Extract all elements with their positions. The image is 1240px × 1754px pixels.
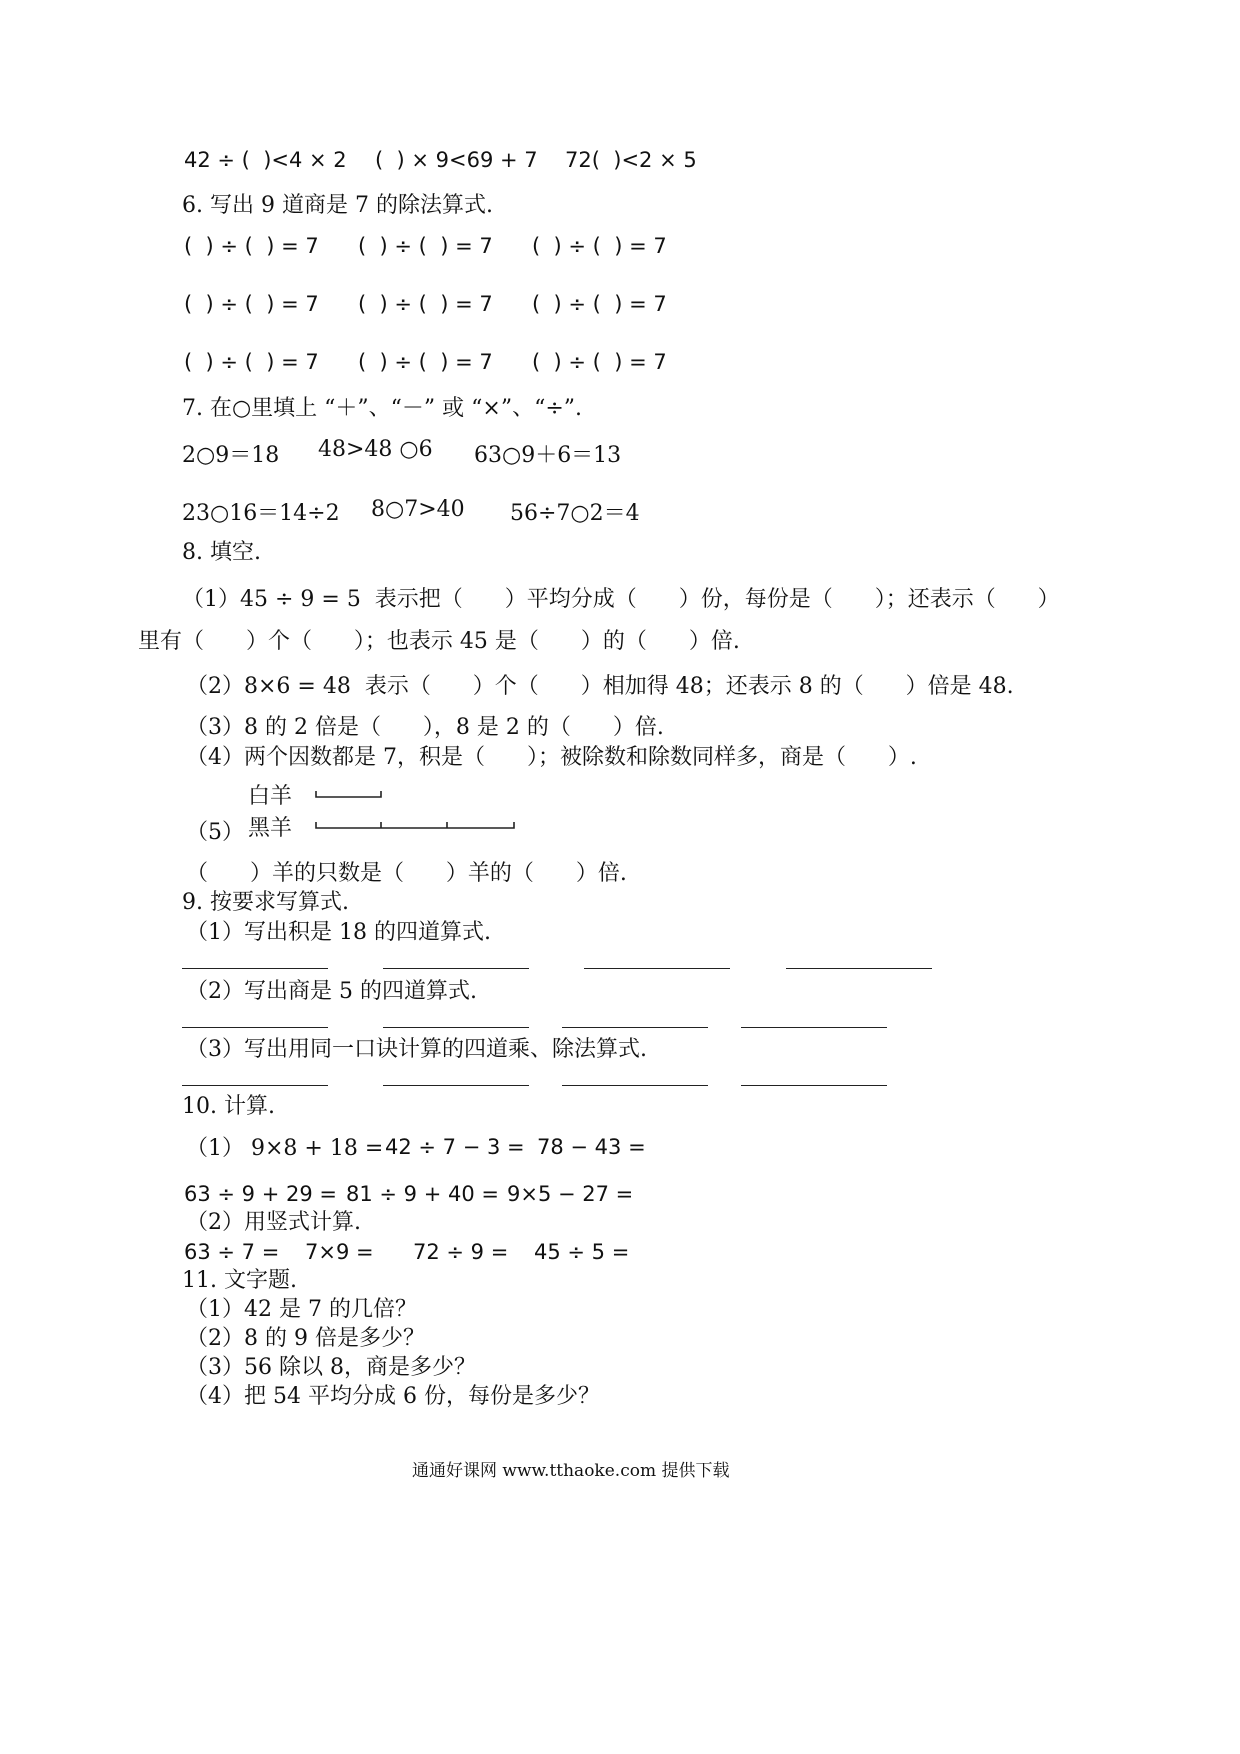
q10-calc-2: 42 ÷ 7 − 3 = [385, 1135, 525, 1159]
q8-part3: （3）8 的 2 倍是（ ），8 是 2 的（ ）倍. [186, 715, 664, 740]
q9-sub2: （2）写出商是 5 的四道算式. [186, 979, 477, 1004]
answer-line [383, 1085, 529, 1086]
q6-blank-4: ( ) ÷ ( ) = 7 [184, 292, 319, 316]
q8-part1-line1: （1）45 ÷ 9 = 5 表示把（ ）平均分成（ ）份，每份是（ ）；还表示（ ） [182, 587, 1060, 612]
q8-part5-label: （5） [186, 820, 244, 845]
answer-line [383, 1027, 529, 1028]
q10-vertical-1: 63 ÷ 7 = [184, 1240, 280, 1264]
q8-title: 8. 填空. [182, 540, 261, 565]
q11-item-3: （3）56 除以 8，商是多少？ [186, 1355, 476, 1380]
answer-line [182, 1085, 328, 1086]
q8-part2: （2）8×6 = 48 表示（ ）个（ ）相加得 48；还表示 8 的（ ）倍是 48. [186, 674, 1014, 699]
q11-title: 11. 文字题. [182, 1268, 297, 1293]
q11-item-2: （2）8 的 9 倍是多少？ [186, 1326, 425, 1351]
q10-calc-6: 9×5 − 27 = [507, 1182, 634, 1206]
q6-blank-9: ( ) ÷ ( ) = 7 [532, 350, 667, 374]
q10-calc-3: 78 − 43 = [537, 1135, 646, 1159]
answer-line [562, 1085, 708, 1086]
q7-item-2: 48>48 ○6 [318, 437, 433, 462]
answer-line [741, 1027, 887, 1028]
answer-line [182, 1027, 328, 1028]
q10-sub2: （2）用竖式计算. [186, 1210, 361, 1235]
q7-item-3: 63○9＋6＝13 [474, 443, 622, 468]
q7-item-4: 23○16＝14÷2 [182, 501, 340, 526]
q6-blank-5: ( ) ÷ ( ) = 7 [358, 292, 493, 316]
q7-item-5: 8○7>40 [371, 497, 465, 522]
white-sheep-label: 白羊 [248, 784, 293, 809]
answer-line [786, 968, 932, 969]
q11-item-4: （4）把 54 平均分成 6 份，每份是多少？ [186, 1384, 600, 1409]
q8-part5-question: （ ）羊的只数是（ ）羊的（ ）倍. [186, 861, 627, 886]
q8-part4: （4）两个因数都是 7，积是（ ）；被除数和除数同样多，商是（ ）. [186, 745, 917, 770]
answer-line [584, 968, 730, 969]
answer-line [182, 968, 328, 969]
q6-blank-6: ( ) ÷ ( ) = 7 [532, 292, 667, 316]
answer-line [383, 968, 529, 969]
footer-source: 通通好课网 www.tthaoke.com 提供下载 [412, 1461, 730, 1481]
black-sheep-bar [316, 822, 514, 828]
q6-title: 6. 写出 9 道商是 7 的除法算式. [182, 193, 493, 218]
answer-line [562, 1027, 708, 1028]
q6-blank-1: ( ) ÷ ( ) = 7 [184, 234, 319, 258]
q10-calc-5: 81 ÷ 9 + 40 = [346, 1182, 499, 1206]
compare-item-3: 72( )<2 × 5 [565, 148, 697, 172]
q10-vertical-4: 45 ÷ 5 = [534, 1240, 630, 1264]
q6-blank-2: ( ) ÷ ( ) = 7 [358, 234, 493, 258]
compare-item-1: 42 ÷ ( )<4 × 2 [184, 148, 347, 172]
q7-item-1: 2○9＝18 [182, 443, 280, 468]
q11-item-1: （1）42 是 7 的几倍？ [186, 1297, 417, 1322]
q10-vertical-2: 7×9 = [305, 1240, 374, 1264]
white-sheep-bar [316, 791, 381, 797]
black-sheep-label: 黑羊 [248, 816, 293, 841]
q10-calc-1: （1） 9×8 + 18 = [186, 1136, 384, 1161]
q10-vertical-3: 72 ÷ 9 = [413, 1240, 509, 1264]
q10-title: 10. 计算. [182, 1094, 275, 1119]
q6-blank-8: ( ) ÷ ( ) = 7 [358, 350, 493, 374]
q8-part1-line2: 里有（ ）个（ ）；也表示 45 是（ ）的（ ）倍. [138, 629, 740, 654]
q6-blank-7: ( ) ÷ ( ) = 7 [184, 350, 319, 374]
q9-sub3: （3）写出用同一口诀计算的四道乘、除法算式. [186, 1037, 647, 1062]
answer-line [741, 1085, 887, 1086]
compare-item-2: ( ) × 9<69 + 7 [375, 148, 538, 172]
q7-item-6: 56÷7○2＝4 [510, 501, 640, 526]
q7-title: 7. 在○里填上 “＋”、“－” 或 “×”、“÷”. [182, 396, 582, 421]
q6-blank-3: ( ) ÷ ( ) = 7 [532, 234, 667, 258]
q10-calc-4: 63 ÷ 9 + 29 = [184, 1182, 337, 1206]
q9-sub1: （1）写出积是 18 的四道算式. [186, 920, 491, 945]
q9-title: 9. 按要求写算式. [182, 890, 349, 915]
